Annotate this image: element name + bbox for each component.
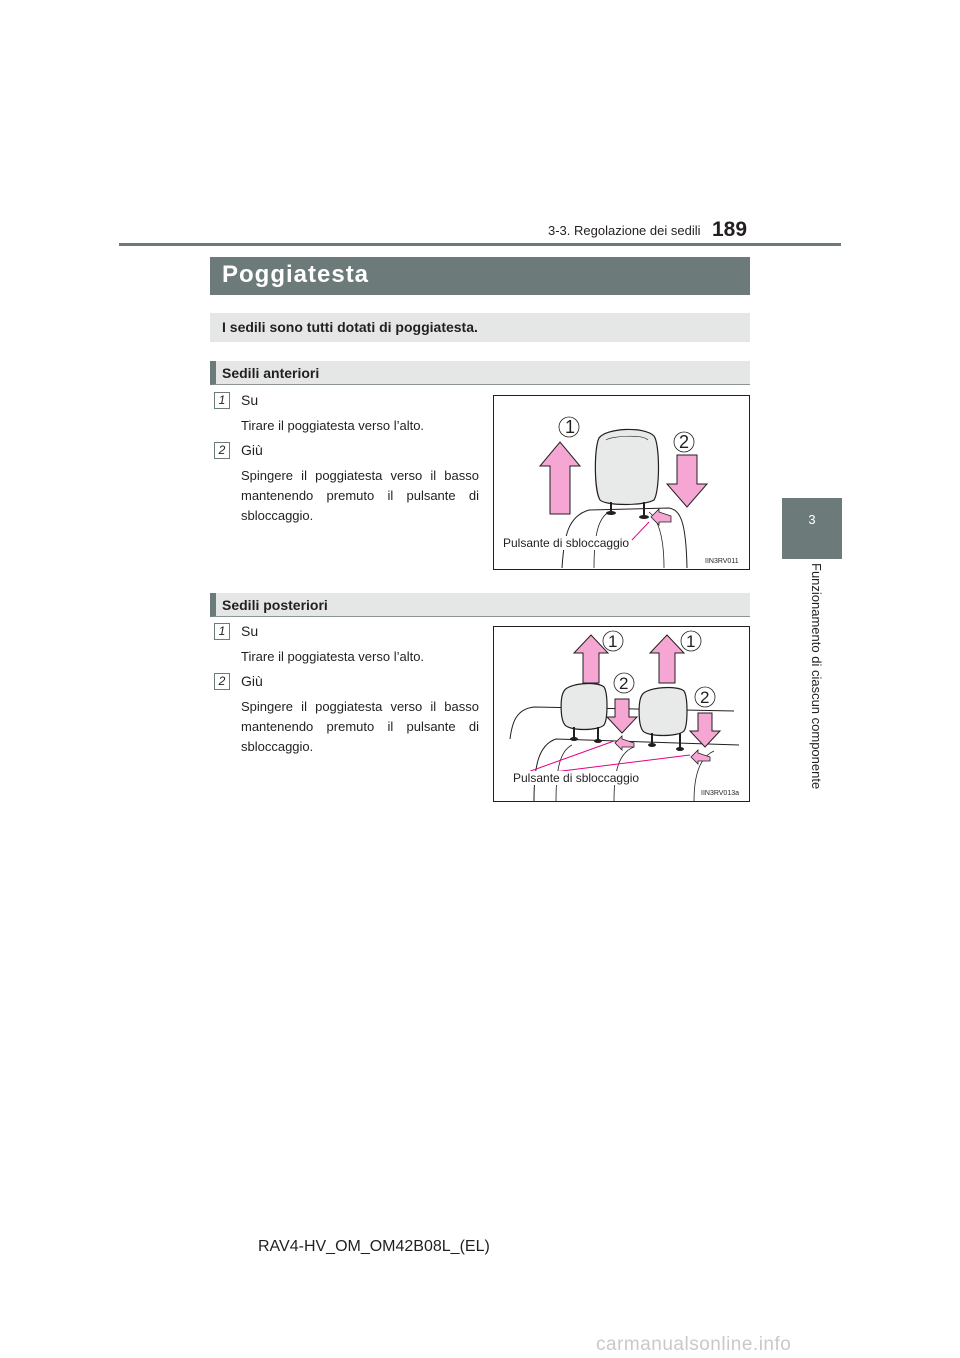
chapter-tab — [782, 498, 842, 559]
chapter-label: Funzionamento di ciascun componente — [809, 563, 824, 790]
item-number-badge: 2 — [214, 442, 230, 459]
item-number-badge: 1 — [214, 392, 230, 409]
intro-text: I sedili sono tutti dotati di poggiatesta. — [222, 319, 478, 335]
figure-rear-headrests — [493, 626, 750, 802]
item-label: Su — [241, 392, 259, 408]
marker-2: 2 — [679, 432, 690, 452]
item-description: Tirare il poggiatesta verso l’alto. — [241, 418, 425, 433]
page-title: Poggiatesta — [222, 261, 370, 288]
header-rule — [119, 243, 841, 246]
marker-1: 1 — [565, 417, 576, 437]
item-label: Su — [241, 623, 259, 639]
item-number-badge: 2 — [214, 673, 230, 690]
figure-code: IIN3RV011 — [705, 558, 739, 565]
section-reference: 3-3. Regolazione dei sedili — [548, 223, 701, 238]
section-heading-front: Sedili anteriori — [222, 365, 320, 381]
figure-code: IIN3RV013a — [701, 790, 740, 797]
item-description: Tirare il poggiatesta verso l’alto. — [241, 649, 425, 664]
section-heading-rear: Sedili posteriori — [222, 597, 328, 613]
item-description: Spingere il poggiatesta verso il basso mantenendo premuto il pulsante di sbloccaggio. — [241, 699, 479, 754]
item-label: Giù — [241, 442, 263, 458]
marker-1: 1 — [608, 632, 618, 651]
item-label: Giù — [241, 673, 263, 689]
document-code: RAV4-HV_OM_OM42B08L_(EL) — [258, 1238, 490, 1255]
chapter-number: 3 — [808, 512, 816, 527]
marker-2: 2 — [700, 688, 710, 707]
marker-1: 1 — [686, 632, 696, 651]
item-number-badge: 1 — [214, 623, 230, 640]
page-number: 189 — [712, 218, 748, 241]
item-description: Spingere il poggiatesta verso il basso mantenendo premuto il pulsante di sbloccaggio. — [241, 468, 479, 523]
marker-2: 2 — [619, 674, 629, 693]
release-button-callout: Pulsante di sbloccaggio — [513, 771, 640, 785]
figure-front-headrest — [493, 395, 750, 570]
release-button-callout: Pulsante di sbloccaggio — [503, 536, 630, 550]
watermark: carmanualsonline.info — [596, 1334, 792, 1355]
